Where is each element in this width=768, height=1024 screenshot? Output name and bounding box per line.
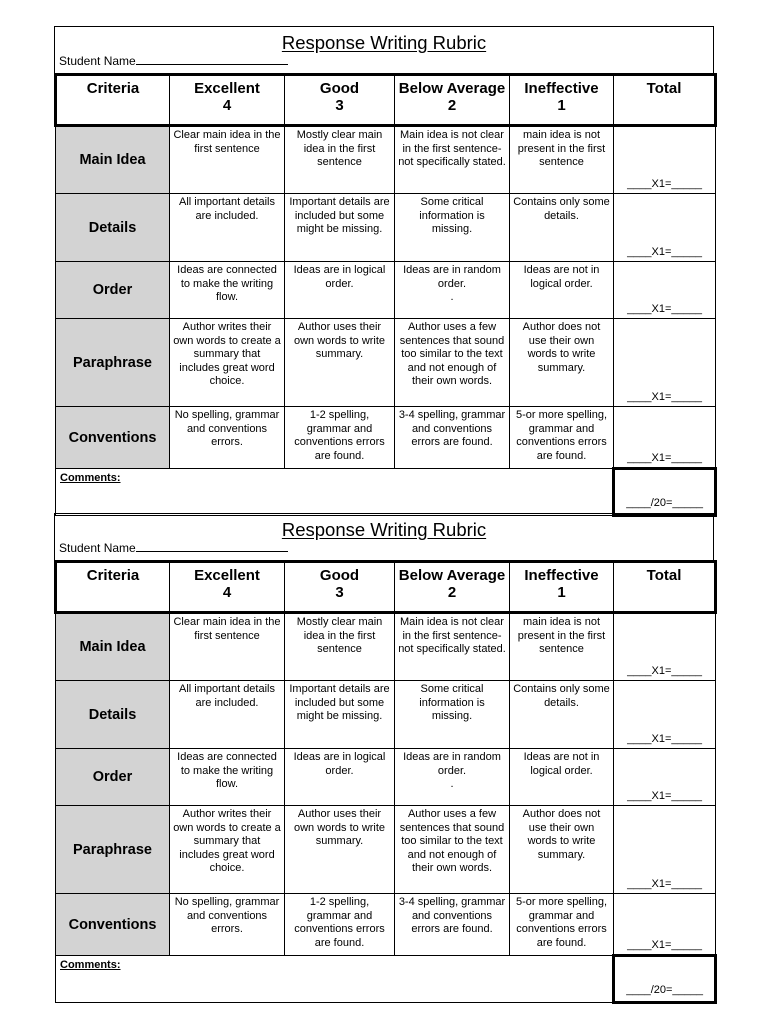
row-details xyxy=(56,681,716,749)
paraphrase-excellent: Author writes their own words to create a summary that includes great word choice. xyxy=(170,806,285,894)
criterion-main-idea: Main Idea xyxy=(56,126,170,194)
rubric-table xyxy=(54,560,717,1004)
rubric-sheet-2 xyxy=(54,513,714,1004)
conventions-below-average: 3-4 spelling, grammar and conventions errors are found. xyxy=(395,407,510,469)
details-ineffective: Contains only some details. xyxy=(510,681,614,749)
rubric-header xyxy=(54,513,714,560)
criterion-conventions: Conventions xyxy=(56,407,170,469)
header-row xyxy=(56,75,716,126)
conventions-ineffective: 5-or more spelling, grammar and conventions errors are found. xyxy=(510,407,614,469)
paraphrase-good: Author uses their own words to write summary. xyxy=(285,319,395,407)
order-below-average: Ideas are in random order. . xyxy=(395,749,510,806)
details-good: Important details are included but some might be missing. xyxy=(285,194,395,262)
main-idea-ineffective: main idea is not present in the first sentence xyxy=(510,613,614,681)
comments-label: Comments: xyxy=(60,959,121,971)
final-total-box[interactable] xyxy=(614,956,716,1003)
order-total[interactable]: ____X1=_____ xyxy=(614,262,716,319)
row-details xyxy=(56,194,716,262)
order-excellent: Ideas are connected to make the writing flow. xyxy=(170,262,285,319)
student-name-line[interactable] xyxy=(136,53,288,65)
comments-label: Comments: xyxy=(60,472,121,484)
main-idea-total[interactable]: ____X1=_____ xyxy=(614,613,716,681)
comments-row xyxy=(56,956,716,1003)
row-paraphrase xyxy=(56,319,716,407)
details-excellent: All important details are included. xyxy=(170,194,285,262)
header-row xyxy=(56,562,716,613)
row-order xyxy=(56,749,716,806)
row-main-idea xyxy=(56,126,716,194)
rubric-sheet-1 xyxy=(54,26,714,517)
paraphrase-total[interactable]: ____X1=_____ xyxy=(614,806,716,894)
order-good: Ideas are in logical order. xyxy=(285,749,395,806)
student-name-label: Student Name xyxy=(59,54,136,68)
paraphrase-ineffective: Author does not use their own words to write summary. xyxy=(510,319,614,407)
details-below-average: Some critical information is missing. xyxy=(395,194,510,262)
paraphrase-excellent: Author writes their own words to create a summary that includes great word choice. xyxy=(170,319,285,407)
criterion-order: Order xyxy=(56,262,170,319)
row-main-idea xyxy=(56,613,716,681)
conventions-total[interactable]: ____X1=_____ xyxy=(614,894,716,956)
row-paraphrase xyxy=(56,806,716,894)
student-name-field[interactable] xyxy=(59,53,288,68)
details-ineffective: Contains only some details. xyxy=(510,194,614,262)
row-conventions xyxy=(56,894,716,956)
comments-field[interactable] xyxy=(56,469,614,516)
rubric-header xyxy=(54,26,714,73)
paraphrase-total[interactable]: ____X1=_____ xyxy=(614,319,716,407)
final-total-text: ____/20=_____ xyxy=(626,497,703,509)
student-name-field[interactable] xyxy=(59,540,288,555)
final-total-box[interactable] xyxy=(614,469,716,516)
header-ineffective: Ineffective 1 xyxy=(510,75,614,126)
conventions-ineffective: 5-or more spelling, grammar and conventions errors are found. xyxy=(510,894,614,956)
paraphrase-below-average: Author uses a few sentences that sound too similar to the text and not enough of their own words. xyxy=(395,806,510,894)
criterion-main-idea: Main Idea xyxy=(56,613,170,681)
header-good: Good 3 xyxy=(285,562,395,613)
details-total[interactable]: ____X1=_____ xyxy=(614,681,716,749)
header-total: Total xyxy=(614,562,716,613)
details-good: Important details are included but some might be missing. xyxy=(285,681,395,749)
criterion-details: Details xyxy=(56,194,170,262)
comments-field[interactable] xyxy=(56,956,614,1003)
order-ineffective: Ideas are not in logical order. xyxy=(510,262,614,319)
order-excellent: Ideas are connected to make the writing flow. xyxy=(170,749,285,806)
criterion-order: Order xyxy=(56,749,170,806)
conventions-total[interactable]: ____X1=_____ xyxy=(614,407,716,469)
student-name-label: Student Name xyxy=(59,541,136,555)
header-ineffective: Ineffective 1 xyxy=(510,562,614,613)
main-idea-below-average: Main idea is not clear in the first sentence-not specifically stated. xyxy=(395,126,510,194)
paraphrase-good: Author uses their own words to write summary. xyxy=(285,806,395,894)
rubric-table xyxy=(54,73,717,517)
main-idea-total[interactable]: ____X1=_____ xyxy=(614,126,716,194)
header-criteria: Criteria xyxy=(56,75,170,126)
conventions-good: 1-2 spelling, grammar and conventions errors are found. xyxy=(285,407,395,469)
main-idea-good: Mostly clear main idea in the first sentence xyxy=(285,126,395,194)
main-idea-excellent: Clear main idea in the first sentence xyxy=(170,126,285,194)
details-excellent: All important details are included. xyxy=(170,681,285,749)
header-good: Good 3 xyxy=(285,75,395,126)
main-idea-below-average: Main idea is not clear in the first sentence-not specifically stated. xyxy=(395,613,510,681)
criterion-conventions: Conventions xyxy=(56,894,170,956)
rubric-title: Response Writing Rubric xyxy=(281,32,487,53)
details-total[interactable]: ____X1=_____ xyxy=(614,194,716,262)
header-below-average: Below Average 2 xyxy=(395,562,510,613)
conventions-excellent: No spelling, grammar and conventions errors. xyxy=(170,894,285,956)
conventions-below-average: 3-4 spelling, grammar and conventions errors are found. xyxy=(395,894,510,956)
criterion-details: Details xyxy=(56,681,170,749)
criterion-paraphrase: Paraphrase xyxy=(56,319,170,407)
student-name-line[interactable] xyxy=(136,540,288,552)
main-idea-ineffective: main idea is not present in the first sentence xyxy=(510,126,614,194)
row-order xyxy=(56,262,716,319)
criterion-paraphrase: Paraphrase xyxy=(56,806,170,894)
conventions-good: 1-2 spelling, grammar and conventions errors are found. xyxy=(285,894,395,956)
main-idea-good: Mostly clear main idea in the first sentence xyxy=(285,613,395,681)
order-below-average: Ideas are in random order. . xyxy=(395,262,510,319)
main-idea-excellent: Clear main idea in the first sentence xyxy=(170,613,285,681)
rubric-title: Response Writing Rubric xyxy=(281,519,487,540)
order-total[interactable]: ____X1=_____ xyxy=(614,749,716,806)
header-excellent: Excellent 4 xyxy=(170,562,285,613)
final-total-text: ____/20=_____ xyxy=(626,984,703,996)
conventions-excellent: No spelling, grammar and conventions errors. xyxy=(170,407,285,469)
row-conventions xyxy=(56,407,716,469)
paraphrase-below-average: Author uses a few sentences that sound too similar to the text and not enough of their own words. xyxy=(395,319,510,407)
details-below-average: Some critical information is missing. xyxy=(395,681,510,749)
header-criteria: Criteria xyxy=(56,562,170,613)
order-ineffective: Ideas are not in logical order. xyxy=(510,749,614,806)
order-good: Ideas are in logical order. xyxy=(285,262,395,319)
header-excellent: Excellent 4 xyxy=(170,75,285,126)
header-below-average: Below Average 2 xyxy=(395,75,510,126)
comments-row xyxy=(56,469,716,516)
paraphrase-ineffective: Author does not use their own words to write summary. xyxy=(510,806,614,894)
header-total: Total xyxy=(614,75,716,126)
